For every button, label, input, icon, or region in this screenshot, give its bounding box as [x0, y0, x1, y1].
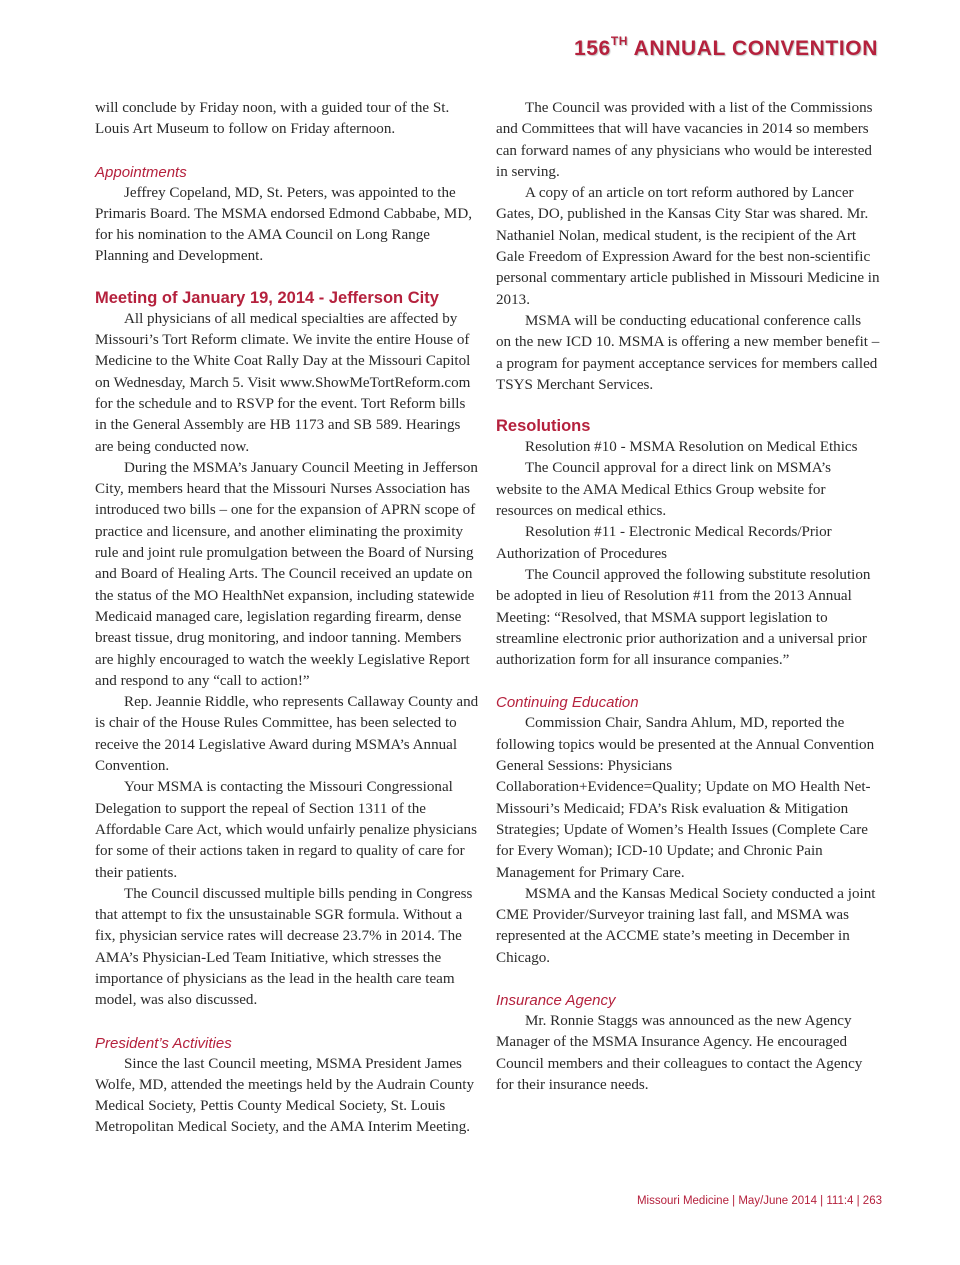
resolution-10-title: Resolution #10 - MSMA Resolution on Medical Ethics	[525, 439, 858, 456]
meeting-paragraph-4: Your MSMA is contacting the Missouri Congressional Delegation to support the repeal of Section 1311 of the Affordable Care Act, which would unfairly penalize physicians for some of their actions taken in regard to quality of care for their patients.	[95, 779, 477, 881]
left-column	[95, 98, 479, 1139]
header-number: 156	[573, 37, 611, 60]
resolutions-heading: Resolutions	[496, 417, 591, 436]
meeting-paragraph-2: During the MSMA’s January Council Meeting in Jefferson City, members heard that the Missouri Nurses Association has introduced two bills – one for the expansion of APRN scope of practice and licensure, and another eliminating the proximity rule and joint rule promulgation between the Board of Nursing and Board of Healing Arts. The Council received an update on the status of the MO HealthNet expansion, including statewide Medicaid managed care, legislation regarding firearm, dense breast tissue, drug monitoring, and indoor tanning. Members are highly encouraged to watch the weekly Legislative Report and respond to any “call to action!”	[95, 459, 478, 689]
tort-article-paragraph: A copy of an article on tort reform authored by Lancer Gates, DO, published in the Kansas City Star was shared. Mr. Nathaniel Nolan, medical student, is the recipient of the Art Gale Freedom of Expression Award for the best non-scientific personal commentary article published in Missouri Medicine in 2013.	[496, 185, 880, 308]
meeting-heading: Meeting of January 19, 2014 - Jefferson City	[95, 288, 439, 307]
continuation-paragraph: will conclude by Friday noon, with a guided tour of the St. Louis Art Museum to follow on Friday afternoon.	[95, 100, 450, 138]
page-footer: Missouri Medicine | May/June 2014 | 111:4 | 263	[636, 1195, 882, 1207]
convention-header	[574, 36, 878, 61]
resolution-11-paragraph: The Council approved the following substitute resolution be adopted in lieu of Resolution #11 from the 2013 Annual Meeting: “Resolved, that MSMA support legislation to streamline electronic prior authorization and a universal prior authorization form for all insurance companies.”	[496, 566, 871, 669]
resolution-10-paragraph: The Council approval for a direct link on MSMA’s website to the AMA Medical Ethics Group website for resources on medical ethics.	[496, 460, 832, 520]
council-vacancies-paragraph: The Council was provided with a list of the Commissions and Committees that will have vacancies in 2014 so members can forward names of any physicians who would be interested in serving.	[496, 100, 873, 180]
appointments-heading: Appointments	[95, 163, 187, 181]
appointments-paragraph: Jeffrey Copeland, MD, St. Peters, was appointed to the Primaris Board. The MSMA endorsed Edmond Cabbabe, MD, for his nomination to the AMA Council on Long Range Planning and Development.	[95, 184, 473, 265]
meeting-paragraph-1: All physicians of all medical specialties are affected by Missouri’s Tort Reform climate. We invite the entire House of Medicine to the White Coat Rally Day at the Missouri Capitol on Wednesday, March 5. Visit www.ShowMeTortReform.com for the schedule and to RSVP for the event. Tort Reform bills in the General Assembly are HB 1173 and SB 589. Hearings are being conducted now.	[95, 310, 471, 455]
meeting-paragraph-5: The Council discussed multiple bills pending in Congress that attempt to fix the unsustainable SGR formula. Without a fix, physician service rates will decrease 23.7% in 2014. The AMA’s Physician-Led Team Initiative, which stresses the importance of physicians as the lead in the health care team model, was also discussed.	[95, 885, 473, 1009]
icd10-paragraph: MSMA will be conducting educational conference calls on the new ICD 10. MSMA is offering a new member benefit – a program for payment acceptance services for members called TSYS Merchant Services.	[496, 312, 880, 393]
continuing-education-paragraph-1: Commission Chair, Sandra Ahlum, MD, reported the following topics would be presented at the Annual Convention General Sessions: Physicians Collaboration+Evidence=Quality; Update on MO Health Net-Missouri’s Medicaid; FDA’s Risk evaluation & Mitigation Strategies; Update of Women’s Health Issues (Complete Care for Every Woman); ICD-10 Update; and Chronic Pain Management for Primary Care.	[496, 715, 875, 881]
meeting-paragraph-3: Rep. Jeannie Riddle, who represents Callaway County and is chair of the House Rules Committee, has been selected to receive the 2014 Legislative Award during MSMA’s Annual Convention.	[95, 694, 479, 775]
insurance-agency-paragraph: Mr. Ronnie Staggs was announced as the new Agency Manager of the MSMA Insurance Agency. He encouraged Council members and their colleagues to contact the Agency for their insurance needs.	[496, 1012, 863, 1093]
president-activities-paragraph: Since the last Council meeting, MSMA President James Wolfe, MD, attended the meetings held by the Audrain County Medical Society, Pettis County Medical Society, St. Louis Metropolitan Medical Society, and the AMA Interim Meeting.	[95, 1055, 474, 1136]
president-activities-heading: President’s Activities	[95, 1034, 232, 1052]
continuing-education-paragraph-2: MSMA and the Kansas Medical Society conducted a joint CME Provider/Surveyor training last fall, and MSMA was represented at the ACCME state’s meeting in December in Chicago.	[496, 885, 876, 966]
resolution-11-title: Resolution #11 - Electronic Medical Records/Prior Authorization of Procedures	[496, 524, 832, 562]
header-ordinal-suffix: TH	[610, 34, 629, 48]
continuing-education-heading: Continuing Education	[496, 694, 639, 712]
right-column	[496, 98, 880, 1096]
header-title: ANNUAL CONVENTION	[628, 37, 878, 60]
insurance-agency-heading: Insurance Agency	[496, 991, 616, 1009]
